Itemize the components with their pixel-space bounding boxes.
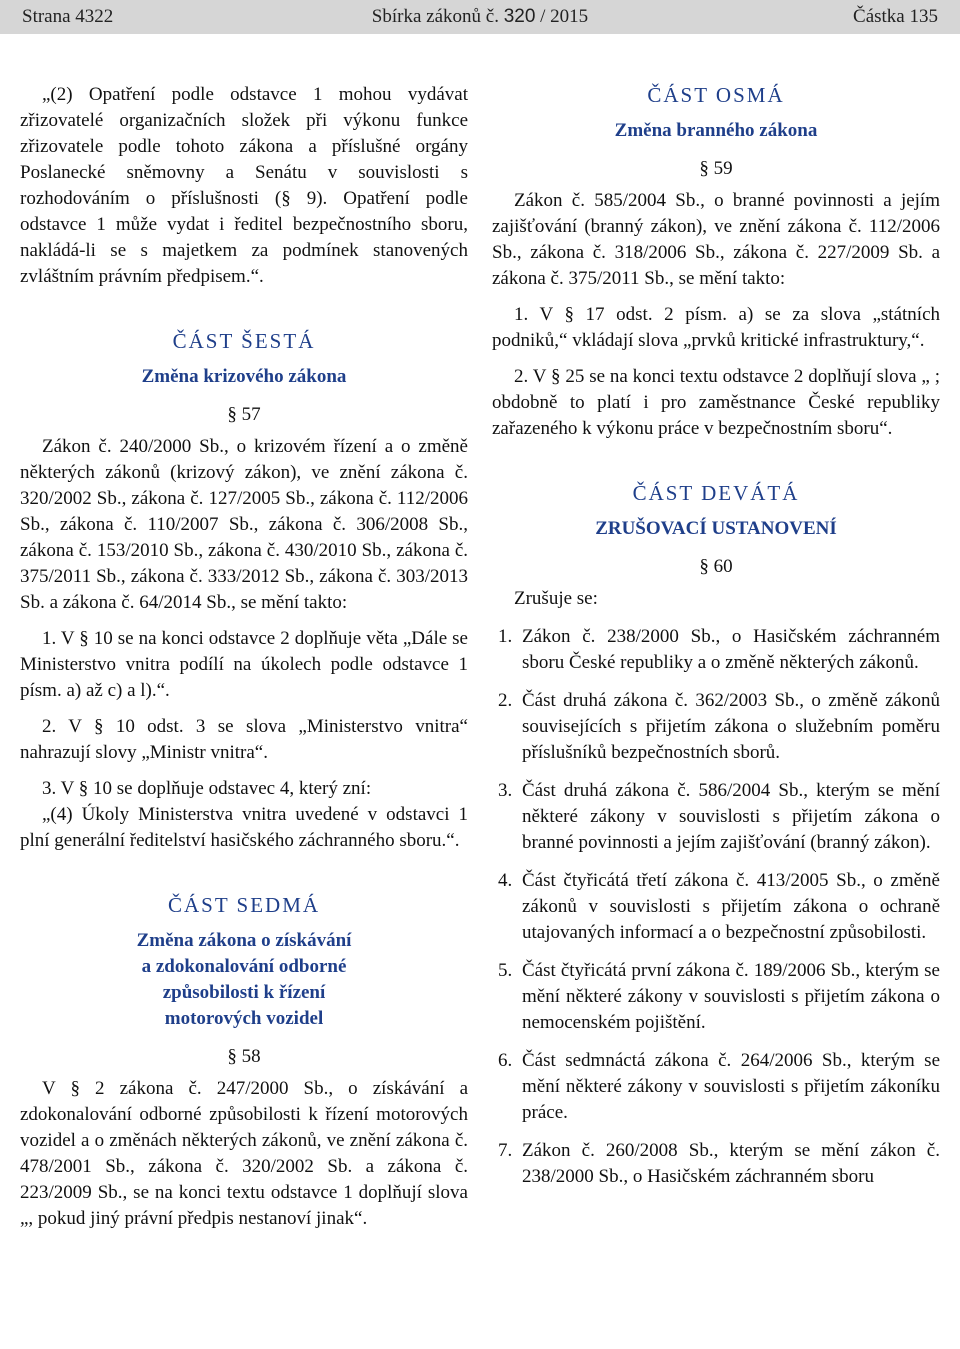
part6-item-2: 2. V § 10 odst. 3 se slova „Ministerstvo vnitra“ nahrazují slovy „Ministr vnitra“. [20,716,468,763]
part7-heading: ČÁST SEDMÁ [167,893,321,917]
repeal-item-number: 4. [498,870,513,891]
repeal-item-number: 2. [498,690,513,711]
part6-item-3: 3. V § 10 se doplňuje odstavec 4, který zní: [42,778,372,799]
repeal-item-number: 1. [498,626,513,647]
part8-body: Zákon č. 585/2004 Sb., o branné povinnosti a jejím zajišťování (branný zákon), ve znění zákona č. 112/2006 Sb., zákona č. 318/2006 Sb., zákona č. 227/2009 Sb. a zákona č. 375/2011 Sb., se mění takto: [492,190,940,289]
repeal-item-text: Část druhá zákona č. 586/2004 Sb., kterým se mění některé zákony v souvislosti s přijetím zákona o branné povinnosti a jejím zajišťování (branný zákon). [522,780,940,853]
part7-title-line: motorových vozidel [164,1008,324,1029]
repeal-item [492,1138,940,1190]
issue-part: Částka 135 [853,6,938,27]
intro-paragraph: „(2) Opatření podle odstavce 1 mohou vydávat zřizovatelé organizačních složek při výkonu funkce zřizovatele podle tohoto zákona a příslušné orgány Poslanecké sněmovny a Senátu v souvislosti s rozhodováním o příslušnosti (§ 9). Opatření podle odstavce 1 může vydat i ředitel bezpečnostního sboru, nakládá-li se s majetkem za podmínek stanovených zvláštním právním předpisem.“. [20,84,468,287]
part6-item-1: 1. V § 10 se na konci odstavce 2 doplňuje věta „Dále se Ministerstvo vnitra podílí na úkolech podle odstavce 1 písm. a) až c) a l).“. [20,628,468,701]
repeal-item-text: Zákon č. 260/2008 Sb., kterým se mění zákon č. 238/2000 Sb., o Hasičském záchranném sboru [522,1140,940,1187]
repeal-item [492,624,940,676]
repeal-item-number: 3. [498,780,513,801]
repeal-item [492,868,940,946]
repeal-item-text: Zákon č. 238/2000 Sb., o Hasičském záchranném sboru České republiky a o změně některých zákonů. [522,626,940,673]
repeal-item-number: 6. [498,1050,513,1071]
section-60: § 60 [699,556,733,577]
repeal-item [492,1048,940,1126]
section-57: § 57 [227,404,261,425]
repeal-item [492,778,940,856]
part6-title: Změna krizového zákona [141,366,347,387]
law-number: 320 [503,6,536,27]
law-year: / 2015 [540,6,589,27]
repeal-item-text: Část sedmnáctá zákona č. 264/2006 Sb., kterým se mění některé zákony v souvislosti s přijetím zákoníku práce. [522,1050,940,1123]
repeal-item-number: 7. [498,1140,513,1161]
part9-intro: Zrušuje se: [514,588,598,609]
repeal-item [492,688,940,766]
collection-title [0,4,960,30]
part6-heading: ČÁST ŠESTÁ [172,329,316,353]
section-58: § 58 [227,1046,261,1067]
part7-title [20,928,468,1032]
part8-item-1: 1. V § 17 odst. 2 písm. a) se za slova „státních podniků,“ vkládají slova „prvků kritické infrastruktury,“. [492,304,940,351]
part7-title-line: způsobilosti k řízení [162,982,326,1003]
part7-body: V § 2 zákona č. 247/2000 Sb., o získávání a zdokonalování odborné způsobilosti k řízení motorových vozidel a o změnách některých zákonů, ve znění zákona č. 478/2001 Sb., zákona č. 320/2002 Sb. a zákona č. 223/2009 Sb., se na konci textu odstavce 1 doplňují slova „, pokud jiný právní předpis nestanoví jinak“. [20,1078,468,1229]
repeal-item-text: Část čtyřicátá třetí zákona č. 413/2005 Sb., o změně zákonů v souvislosti s přijetím zákona o ochraně utajovaných informací a o bezpečnostní způsobilosti. [522,870,940,943]
part9-title: ZRUŠOVACÍ USTANOVENÍ [595,518,837,539]
left-column [20,82,468,1232]
repeal-item [492,958,940,1036]
section-59: § 59 [699,158,733,179]
part7-title-line: a zdokonalování odborné [141,956,347,977]
right-column [492,82,940,1190]
repeal-item-text: Část čtyřicátá první zákona č. 189/2006 Sb., kterým se mění některé zákony v souvislosti s přijetím zákona o nemocenském pojištění. [522,960,940,1033]
part8-title: Změna branného zákona [614,120,818,141]
part6-item-3-quote: „(4) Úkoly Ministerstva vnitra uvedené v odstavci 1 plní generální ředitelství hasičského záchranného sboru.“. [20,804,468,851]
part9-heading: ČÁST DEVÁTÁ [632,481,800,505]
part8-heading: ČÁST OSMÁ [647,83,785,107]
part8-item-2: 2. V § 25 se na konci textu odstavce 2 doplňují slova „ ; obdobně to platí i pro zaměstnance České republiky zařazeného k výkonu práce v bezpečnostním sboru“. [492,366,940,439]
page-number: Strana 4322 [22,6,114,27]
page-header [0,0,960,34]
repeal-list [492,624,940,1190]
part7-title-line: Změna zákona o získávání [136,930,352,951]
repeal-item-text: Část druhá zákona č. 362/2003 Sb., o změně zákonů souvisejících s přijetím zákona o služebním poměru příslušníků bezpečnostních sborů. [522,690,940,763]
part6-body: Zákon č. 240/2000 Sb., o krizovém řízení a o změně některých zákonů (krizový zákon), ve znění zákona č. 320/2002 Sb., zákona č. 127/2005 Sb., zákona č. 112/2006 Sb., zákona č. 110/2007 Sb., zákona č. 306/2008 Sb., zákona č. 153/2010 Sb., zákona č. 430/2010 Sb., zákona č. 375/2011 Sb., zákona č. 333/2012 Sb., zákona č. 303/2013 Sb. a zákona č. 64/2014 Sb., se mění takto: [20,436,468,613]
collection-label: Sbírka zákonů č. [371,6,499,27]
repeal-item-number: 5. [498,960,513,981]
